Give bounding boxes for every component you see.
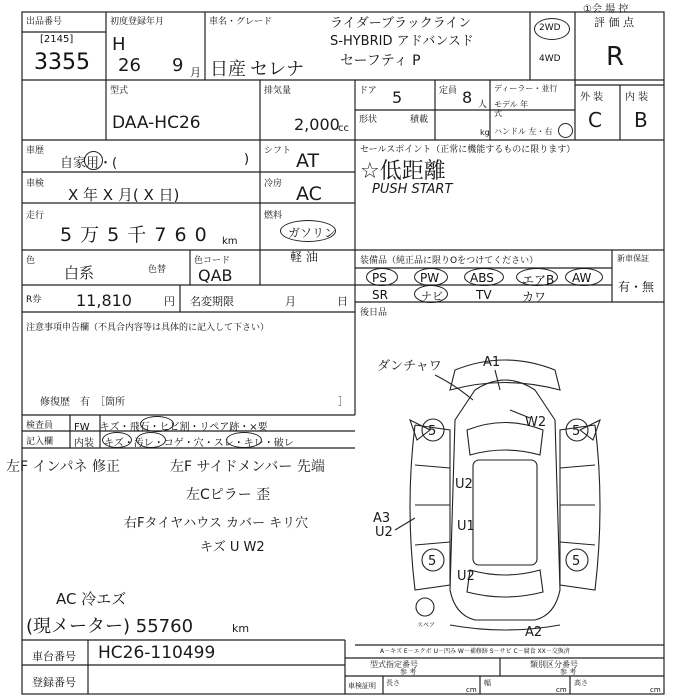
dealer-label: ディーラー・並行 xyxy=(494,84,558,93)
inspector-label: 検査員 xyxy=(26,421,54,431)
venue-label: ①会 場 控 xyxy=(583,4,629,15)
length-label: 長さ xyxy=(386,679,400,687)
chassis-label: 車台番号 xyxy=(32,650,76,663)
legend-scratch-circle xyxy=(102,432,132,448)
shaken-label: 車検 xyxy=(26,179,45,189)
load-unit: kg xyxy=(480,128,490,137)
name-change-day: 日 xyxy=(337,295,348,308)
lot-label: 出品番号 xyxy=(26,17,63,27)
ac-value: AC xyxy=(296,183,322,205)
repair-history: 修復歴 有 ［箇所 xyxy=(40,397,125,408)
reg-year: 26 xyxy=(118,55,141,76)
name-grade-label: 車名・グレード xyxy=(209,17,273,27)
maker-name: 日産 xyxy=(210,59,246,80)
mark-a3: A3 xyxy=(373,511,391,526)
equip-tv: TV xyxy=(476,288,492,302)
cert-label: 車検証明 xyxy=(348,682,376,690)
legend-fw: FW キズ・飛石・ヒビ割・リペア跡・×要 xyxy=(74,422,268,433)
equip-pw: PW xyxy=(420,271,440,285)
doors-value: 5 xyxy=(392,88,403,107)
tire-rl: 5 xyxy=(428,554,437,569)
drive-4wd: 4WD xyxy=(539,54,561,64)
tire-rr: 5 xyxy=(572,554,581,569)
selling-point-1: ☆低距離 xyxy=(360,159,446,184)
note-line-2: 左Cピラー 歪 xyxy=(186,487,271,503)
capacity-label: 定員 xyxy=(439,86,458,96)
interior-label: 内 装 xyxy=(625,92,649,103)
spare-label: スペア xyxy=(417,622,436,629)
diagram-top-note: ダンチャワ xyxy=(377,359,442,374)
legend-stain-circle xyxy=(136,432,166,448)
type-designation-label: 型式指定番号 xyxy=(370,660,418,669)
height-unit: cm xyxy=(650,686,661,694)
mark-u2-left: U2 xyxy=(455,477,473,492)
handle-label: ハンドル 左・右 xyxy=(494,127,553,136)
month-unit: 月 xyxy=(190,66,201,79)
doors-label: ドア xyxy=(359,86,377,96)
caution-label: 注意事項申告欄（不具合内容等は具体的に記入して下さい） xyxy=(26,323,270,333)
usage-close: ) xyxy=(244,152,250,167)
legend-interior: 内装 キズ・汚レ・コゲ・穴・スレ・キレ・破レ xyxy=(74,438,294,449)
recorder-label: 記入欄 xyxy=(26,437,54,447)
tire-fr: 5 xyxy=(572,424,581,439)
damage-legend: A－キズ E－エクボ U－凹み W－補修跡 S－サビ C－腐食 XX－交換済 xyxy=(380,648,570,655)
grade-line-2: S-HYBRID アドバンスド xyxy=(330,34,474,49)
note-line-1b: 左F サイドメンバー 先端 xyxy=(170,459,325,475)
type-value: DAA-HC26 xyxy=(112,113,201,133)
fuel-label: 燃料 xyxy=(264,211,283,221)
recycle-unit: 円 xyxy=(164,295,175,308)
color-swap-label: 色替 xyxy=(148,265,167,275)
exterior-score: C xyxy=(588,108,602,132)
mark-u2-rear: U2 xyxy=(457,569,475,584)
equip-airbag-circle xyxy=(516,268,558,286)
lot-number: 3355 xyxy=(34,50,90,75)
fuel-value: ガソリン xyxy=(288,226,337,240)
category-sub: 参 考 xyxy=(560,668,577,676)
grade-score: R xyxy=(606,42,625,72)
usage-circle xyxy=(84,151,103,170)
note-line-6: (現メーター) 55760 xyxy=(26,616,194,637)
equip-aw-circle xyxy=(565,268,603,286)
length-unit: cm xyxy=(466,686,477,694)
handle-right-circle xyxy=(558,123,573,138)
legend-stone-circle xyxy=(140,416,174,432)
model-year-label: モデル 年式 xyxy=(494,100,529,118)
first-reg-label: 初度登録年月 xyxy=(110,17,165,27)
grade-score-label: 評 価 点 xyxy=(594,16,634,29)
capacity-value: 8 xyxy=(462,88,473,107)
later-items-label: 後日品 xyxy=(360,308,388,318)
exterior-label: 外 装 xyxy=(580,92,604,103)
equip-ps-circle xyxy=(366,268,398,286)
mark-u2-side: U2 xyxy=(375,525,393,540)
name-change-label: 名変期限 xyxy=(190,295,234,308)
equip-aw: AW xyxy=(572,271,592,285)
capacity-unit: 人 xyxy=(478,100,488,110)
equip-navi-circle xyxy=(414,285,448,303)
model-name: セレナ xyxy=(250,59,304,80)
height-label: 高さ xyxy=(574,679,588,687)
category-label: 類別区分番号 xyxy=(530,660,578,669)
drive-2wd: 2WD xyxy=(539,23,561,33)
equipment-label: 装備品（純正品に限りOをつけてください） xyxy=(360,256,539,266)
color-code-value: QAB xyxy=(198,266,233,285)
mark-u1: U1 xyxy=(457,519,475,534)
repair-close: ］ xyxy=(338,397,348,408)
width-unit: cm xyxy=(556,686,567,694)
reg-no-label: 登録番号 xyxy=(32,676,76,689)
usage-value: 自家用・( xyxy=(60,156,118,171)
equip-pw-circle xyxy=(414,268,448,286)
mark-a1: A1 xyxy=(483,355,501,370)
load-label: 積載 xyxy=(410,115,429,125)
fuel-circle xyxy=(280,220,336,242)
tire-fl: 5 xyxy=(428,424,437,439)
chassis-value: HC26-110499 xyxy=(98,643,216,663)
type-designation-sub: 参 考 xyxy=(400,668,417,676)
selling-points-label: セールスポイント（正常に機能するものに限ります） xyxy=(360,145,576,155)
displacement-label: 排気量 xyxy=(264,86,292,96)
legend-wear-circle xyxy=(226,432,262,448)
car-damage-diagram xyxy=(355,330,664,640)
mileage-value: 5 万 5 千 7 6 0 xyxy=(60,224,208,246)
equip-abs-circle xyxy=(464,268,504,286)
new-warranty-label: 新車保証 xyxy=(617,254,649,263)
recycle-label: R券 xyxy=(26,295,42,305)
type-label: 型式 xyxy=(110,86,129,96)
shape-label: 形状 xyxy=(359,115,378,125)
equip-leather: カワ xyxy=(522,290,547,304)
color-code-label: 色コード xyxy=(194,256,231,266)
width-label: 幅 xyxy=(484,679,491,687)
fuel-alt: 軽 油 xyxy=(290,250,318,264)
displacement-value: 2,000 xyxy=(294,115,340,134)
mark-w2: W2 xyxy=(525,415,547,430)
mileage-label: 走行 xyxy=(26,211,45,221)
interior-score: B xyxy=(634,108,648,132)
displacement-unit: cc xyxy=(338,123,349,134)
note-line-5: AC 冷エズ xyxy=(56,590,127,608)
equip-sr: SR xyxy=(372,288,388,302)
shift-label: シフト xyxy=(264,146,292,156)
grade-line-3: セーフティ P xyxy=(340,53,421,69)
color-value: 白系 xyxy=(64,264,95,282)
note-line-3: 右Fタイヤハウス カバー キリ穴 xyxy=(124,516,309,531)
warranty-value: 有・無 xyxy=(618,280,655,294)
color-label: 色 xyxy=(26,256,36,266)
recycle-value: 11,810 xyxy=(76,291,132,310)
equip-ps: PS xyxy=(372,271,387,285)
shift-value: AT xyxy=(296,150,320,172)
shaken-value: X 年 X 月( X 日) xyxy=(68,186,180,204)
note-line-4: キズ U W2 xyxy=(200,540,265,555)
equip-airbag: エアB xyxy=(522,273,555,287)
ac-label: 冷房 xyxy=(264,179,283,189)
grade-line-1: ライダーブラックライン xyxy=(330,16,472,31)
selling-point-2: PUSH START xyxy=(372,182,453,197)
mileage-unit: km xyxy=(222,236,238,247)
reg-month: 9 xyxy=(172,55,184,76)
mark-a2: A2 xyxy=(525,625,543,640)
equip-navi: ナビ xyxy=(421,290,443,303)
note-line-6-unit: km xyxy=(232,622,250,635)
name-change-month: 月 xyxy=(285,295,296,308)
equip-abs: ABS xyxy=(470,271,494,285)
history-label: 車歴 xyxy=(26,146,45,156)
note-line-1a: 左F インパネ 修正 xyxy=(6,459,120,475)
lot-code: [2145] xyxy=(40,34,74,45)
reg-era: H xyxy=(112,34,126,55)
